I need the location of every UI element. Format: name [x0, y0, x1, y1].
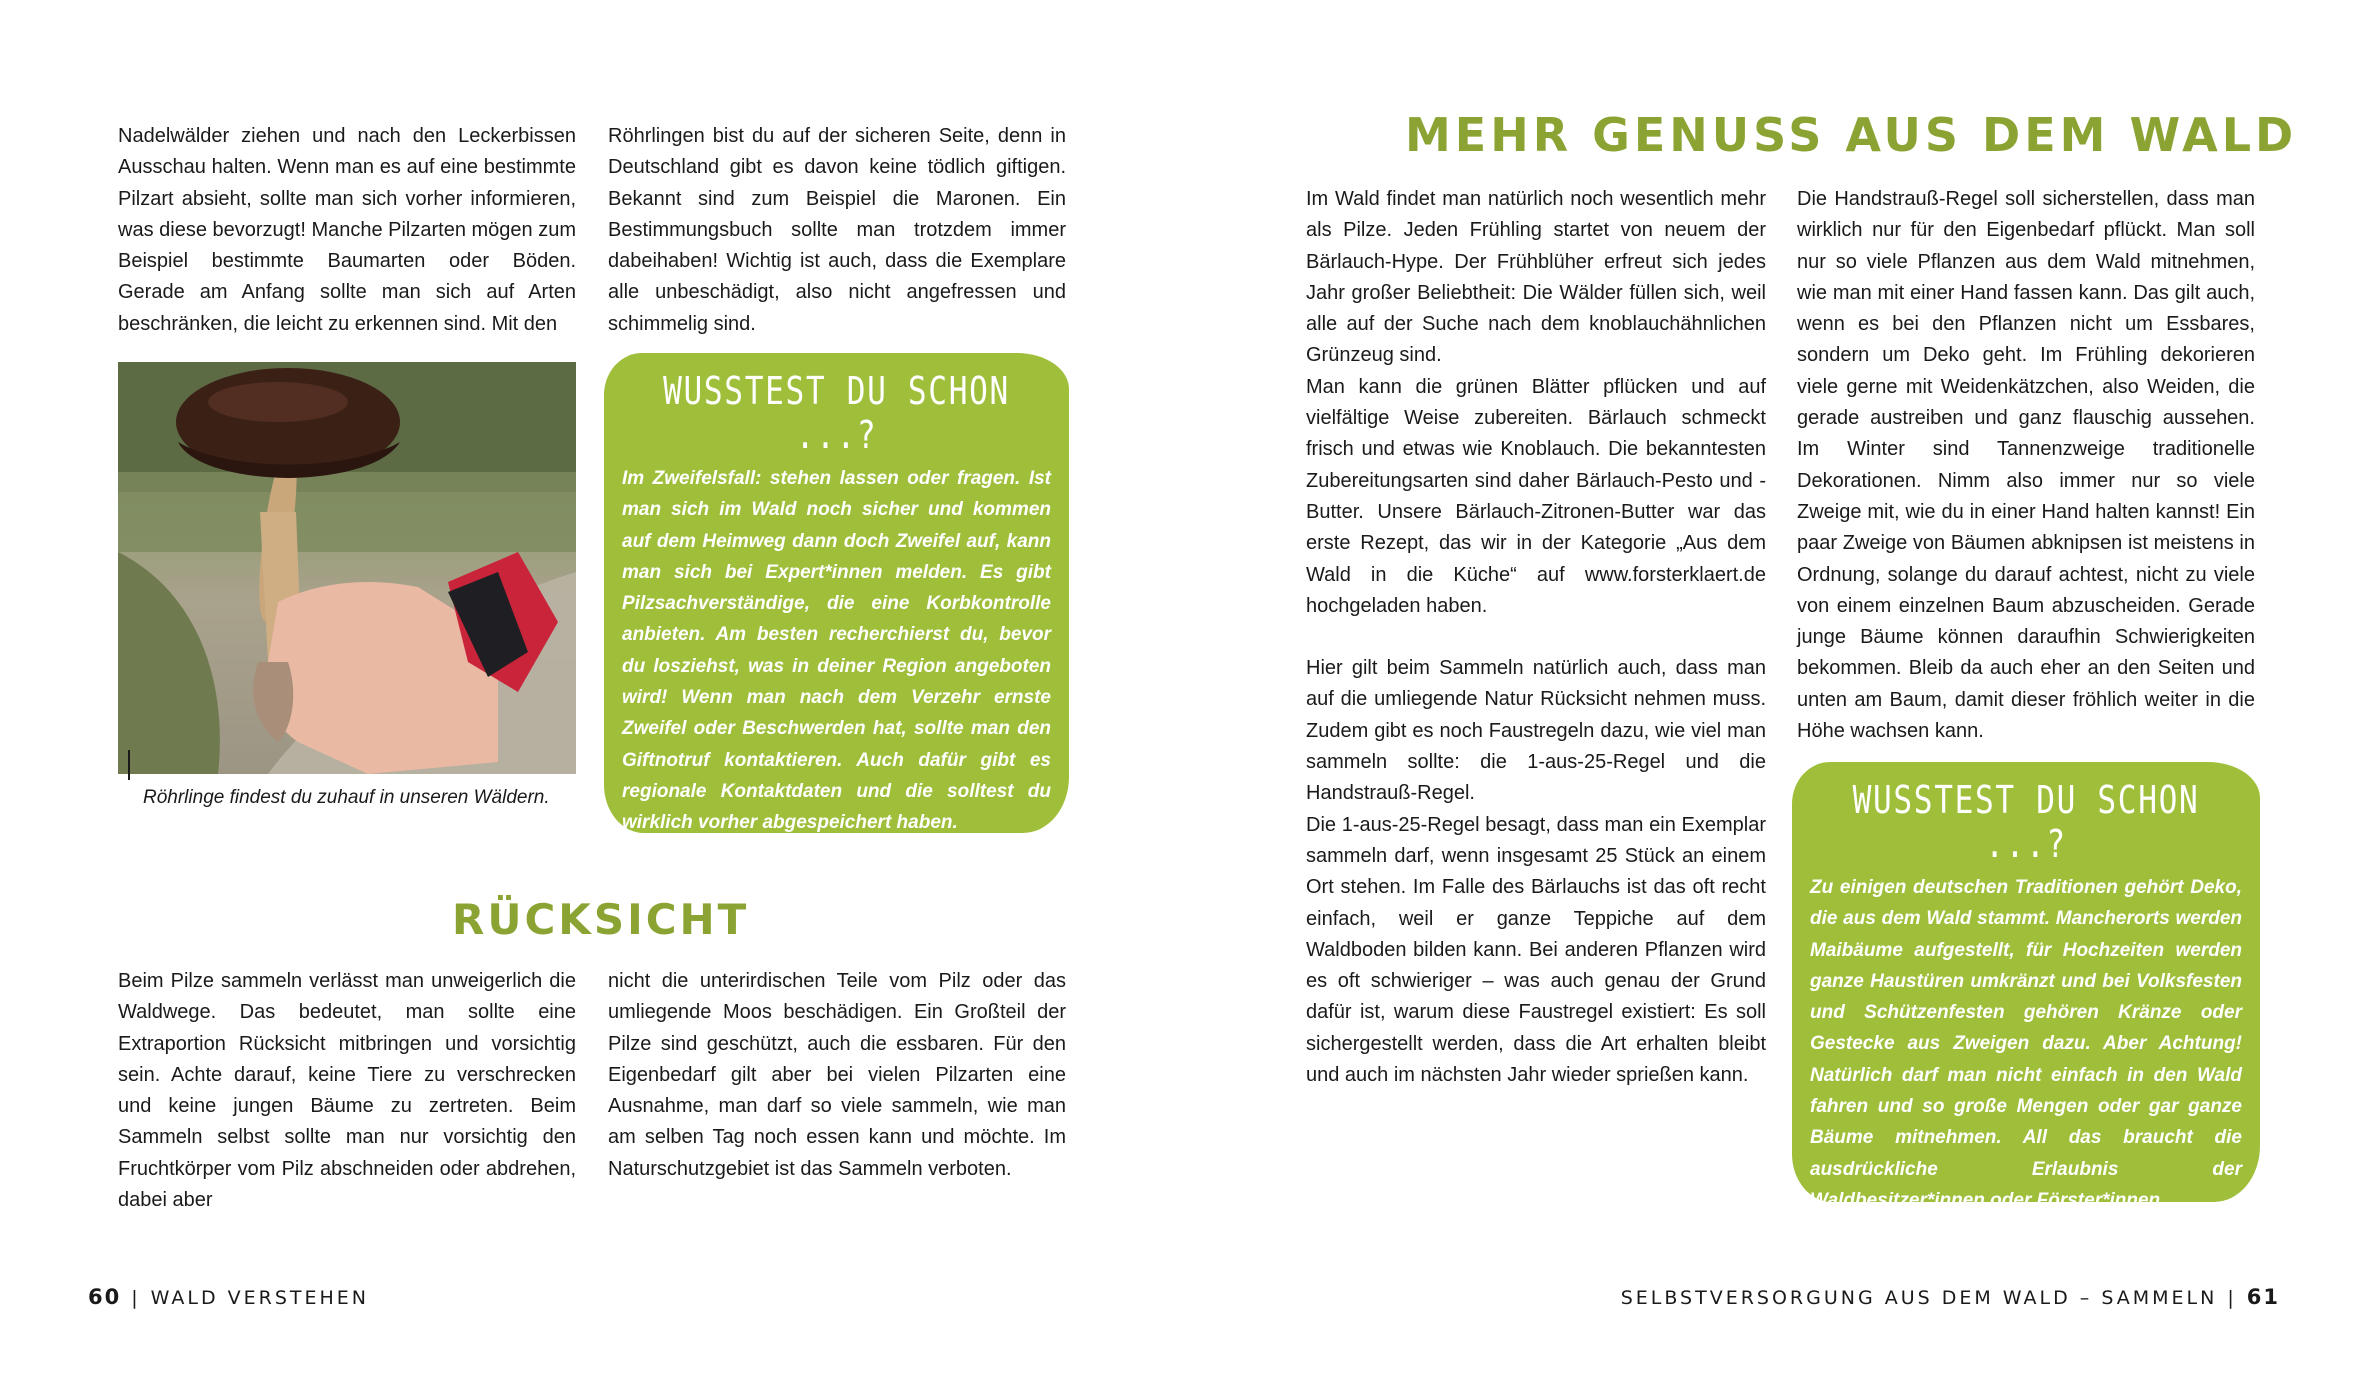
- right-page: [1181, 0, 2362, 1388]
- info-box-right: [1792, 762, 2260, 1211]
- paragraph: Die Handstrauß-Regel soll sicherstellen, dass man wirklich nur für den Eigenbedarf pflückt. Man soll nur so viele Pflanzen aus dem Wald mitnehmen, wie man mit einer Hand fassen kann. Das gilt auch, wenn es bei den Pflanzen nicht um Essbares, sondern um Deko geht. Im Frühling dekorieren viele gerne mit Weidenkätzchen, also Weiden, die gerade austreiben und ganz flauschig aussehen. Im Winter sind Tannenzweige traditionelle Dekorationen. Nimm also immer nur so viele Zweige mit, wie du in einer Hand halten kannst! Ein paar Zweige von Bäumen abknipsen ist meistens in Ordnung, solange du darauf achtest, nicht zu viele von einem einzelnen Baum abzuscheiden. Gerade junge Bäume können daraufhin Schwierigkeiten bekommen. Bleib da auch eher an den Seiten und unten am Baum, damit dieser fröhlich weiter in die Höhe wachsen kann.: [1797, 188, 2255, 743]
- section-title-mehr-genuss: MEHR GENUSS AUS DEM WALD: [1405, 108, 2298, 162]
- paragraph: nicht die unterirdischen Teile vom Pilz oder das umliegende Moos beschädigen. Ein Großteil der Pilze sind geschützt, auch die essbaren. Für den Eigenbedarf gilt aber bei vielen Pilzarten eine Ausnahme, man darf so viele sammeln, wie man am selben Tag noch essen kann und möchte. Im Naturschutzgebiet ist das Sammeln verboten.: [608, 970, 1066, 1180]
- left-col1-top-text: [118, 121, 576, 340]
- paragraph: Hier gilt beim Sammeln natürlich auch, dass man auf die umliegende Natur Rücksicht nehmen muss. Zudem gibt es noch Faustregeln dazu, wie viel man sammeln sollte: die 1-aus-25-Regel und die Handstrauß-Regel.: [1306, 657, 1766, 805]
- right-col2-text: [1797, 184, 2255, 747]
- mushroom-in-hand-image: [118, 362, 576, 774]
- right-col1-text: [1306, 184, 1766, 1091]
- info-box-title: WUSSTEST DU SCHON ...?: [663, 369, 1010, 457]
- info-box-text: Zu einigen deutschen Traditionen gehört Deko, die aus dem Wald stammt. Mancherorts werden Maibäume aufgestellt, für Hochzeiten werden ganze Haustüren umkränzt und bei Volksfesten und Schützenfesten gehören Kränze oder Gestecke aus Zweigen dazu. Aber Achtung! Natürlich darf man nicht einfach in den Wald fahren und so große Mengen oder gar ganze Bäume mitnehmen. All das braucht die ausdrückliche Erlaubnis der Waldbesitzer*innen oder Förster*innen.: [1810, 877, 2242, 1211]
- paragraph: Beim Pilze sammeln verlässt man unweigerlich die Waldwege. Das bedeutet, man sollte eine Extraportion Rücksicht mitbringen und vorsichtig sein. Achte darauf, keine Tiere zu verschrecken und keine jungen Bäume zu zertreten. Beim Sammeln selbst sollte man nur vorsichtig den Fruchtkörper vom Pilz abschneiden oder abdrehen, dabei aber: [118, 970, 576, 1212]
- running-head: SELBSTVERSORGUNG AUS DEM WALD – SAMMELN: [1620, 1287, 2218, 1309]
- right-footer: SELBSTVERSORGUNG AUS DEM WALD – SAMMELN | 61: [1620, 1285, 2280, 1309]
- section-title-ruecksicht: RÜCKSICHT: [452, 895, 750, 944]
- left-col1-bottom-text: [118, 966, 576, 1216]
- paragraph: Die 1-aus-25-Regel besagt, dass man ein Exemplar sammeln darf, wenn insgesamt 25 Stück an einem Ort stehen. Im Falle des Bärlauchs ist das oft recht einfach, weil er ganze Teppiche auf dem Waldboden bilden kann. Bei anderen Pflanzen wird es oft schwieriger – was auch genau der Grund dafür ist, warum diese Faustregel existiert: Es soll sichergestellt werden, dass die Art erhalten bleibt und auch im nächsten Jahr wieder sprießen kann.: [1306, 813, 1766, 1087]
- info-box-title: WUSSTEST DU SCHON ...?: [1852, 778, 2200, 866]
- left-col2-top-text: [608, 121, 1066, 340]
- photo-caption: Röhrlinge findest du zuhauf in unseren Wäldern.: [143, 787, 550, 808]
- left-col2-bottom-text: [608, 966, 1066, 1185]
- mushroom-photo-illustration: [118, 362, 576, 774]
- paragraph: Im Wald findet man natürlich noch wesentlich mehr als Pilze. Jeden Frühling startet von neuem der Bärlauch-Hype. Der Frühblüher erfreut sich jedes Jahr großer Beliebtheit: Die Wälder füllen sich, weil alle auf der Suche nach dem knoblauchähnlichen Grünzeug sind.: [1306, 188, 1766, 367]
- running-head: WALD VERSTEHEN: [150, 1287, 370, 1309]
- caption-rule: [128, 750, 130, 780]
- left-footer: 60 | WALD VERSTEHEN: [88, 1285, 370, 1309]
- paragraph: Röhrlingen bist du auf der sicheren Seite, denn in Deutschland gibt es davon keine tödlich giftigen. Bekannt sind zum Beispiel die Maronen. Ein Bestimmungsbuch sollte man trotzdem immer dabeihaben! Wichtig ist auch, dass die Exemplare alle unbeschädigt, also nicht angefressen und schimmelig sind.: [608, 125, 1066, 335]
- paragraph: Nadelwälder ziehen und nach den Leckerbissen Ausschau halten. Wenn man es auf eine bestimmte Pilzart absieht, sollte man sich vorher informieren, was diese bevorzugt! Manche Pilzarten mögen zum Beispiel bestimmte Baumarten oder Böden. Gerade am Anfang sollte man sich auf Arten beschränken, die leicht zu erkennen sind. Mit den: [118, 125, 577, 335]
- info-box-left: [604, 353, 1069, 833]
- info-box-text: Im Zweifelsfall: stehen lassen oder fragen. Ist man sich im Wald noch sicher und kommen auf dem Heimweg dann doch Zweifel auf, kann man sich bei Expert*innen melden. Es gibt Pilzsachverständige, die eine Korbkontrolle anbieten. Am besten recherchierst du, bevor du losziehst, was in deiner Region angeboten wird! Wenn man nach dem Verzehr ernste Zweifel oder Beschwerden hat, sollte man den Giftnotruf kontaktieren. Auch dafür gibt es regionale Kontaktdaten und die solltest du wirklich vorher abgespeichert haben.: [622, 468, 1051, 834]
- paragraph: Man kann die grünen Blätter pflücken und auf vielfältige Weise zubereiten. Bärlauch schmeckt frisch und etwas wie Knoblauch. Die bekanntesten Zubereitungsarten sind daher Bärlauch-Pesto und -Butter. Unsere Bärlauch-Zitronen-Butter war das erste Rezept, das wir in der Kategorie „Aus dem Wald in die Küche“ auf www.forsterklaert.de hochgeladen haben.: [1306, 375, 1766, 617]
- page-number: 60: [88, 1285, 122, 1309]
- page-number: 61: [2246, 1285, 2280, 1309]
